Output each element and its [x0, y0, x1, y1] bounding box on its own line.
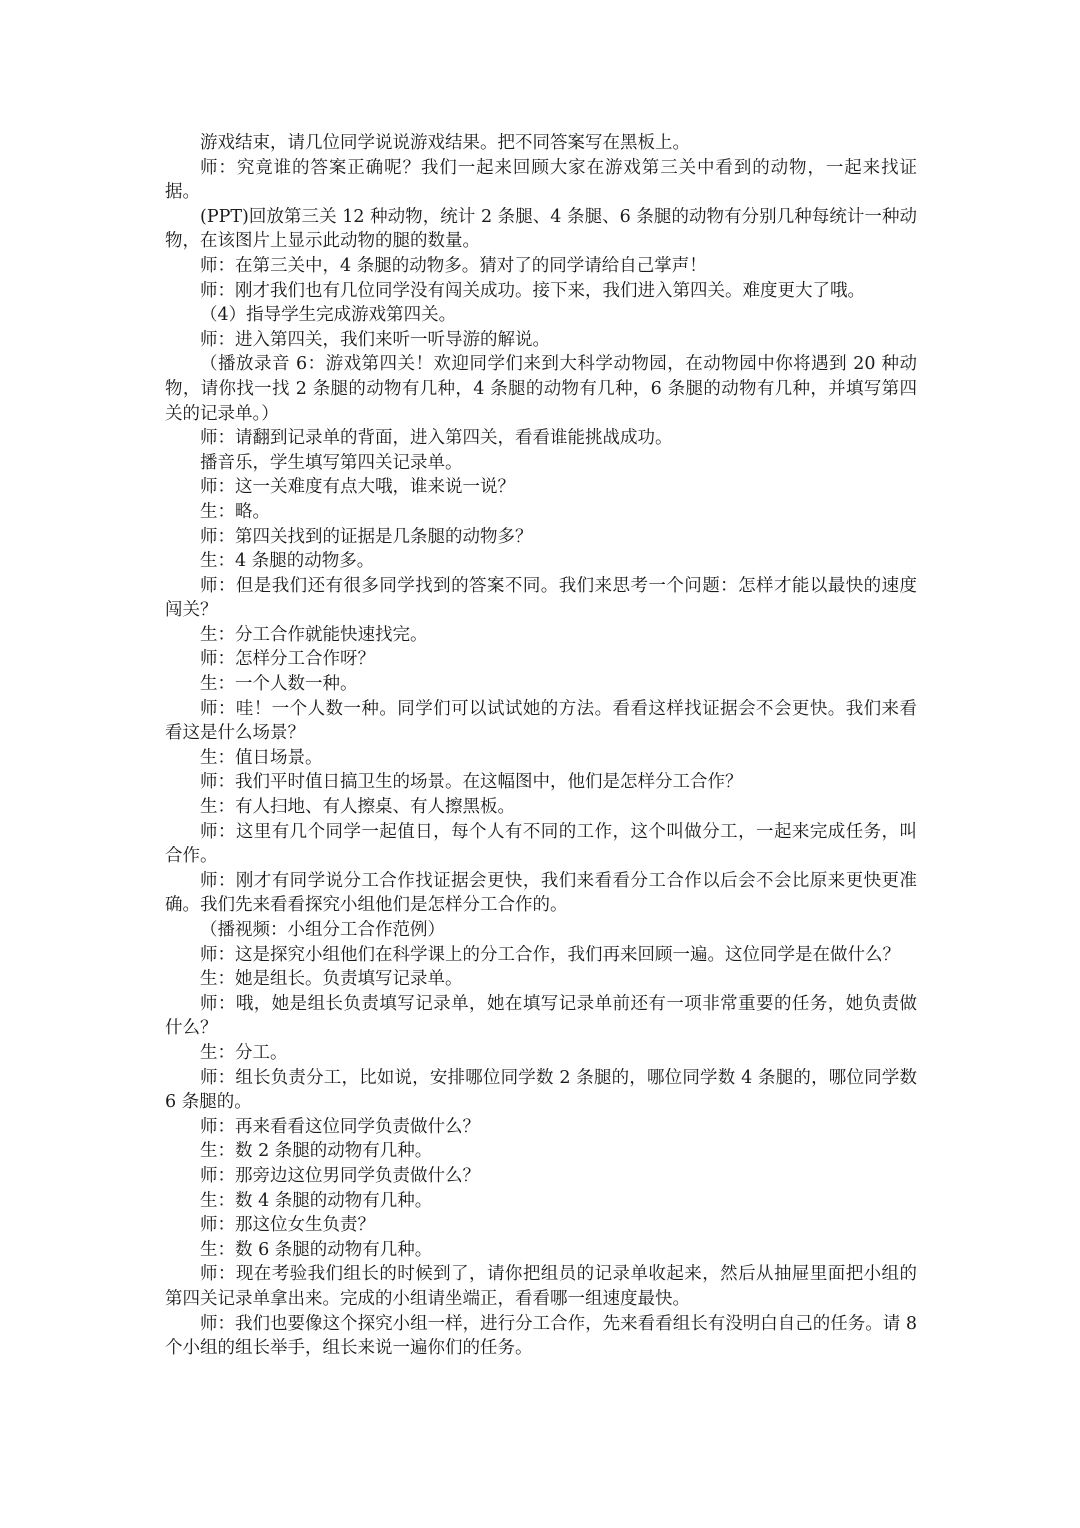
paragraph: 师：在第三关中，4 条腿的动物多。猜对了的同学请给自己掌声！	[200, 255, 707, 276]
paragraph: 生：有人扫地、有人擦桌、有人擦黑板。	[200, 797, 515, 818]
paragraph: 师：现在考验我们组长的时候到了，请你把组员的记录单收起来，然后从抽屉里面把小组的第四关记录单拿出来。完成的小组请坐端正，看看哪一组速度最快。	[165, 1264, 917, 1309]
paragraph: 师：哦，她是组长负责填写记录单，她在填写记录单前还有一项非常重要的任务，她负责做什么？	[165, 993, 917, 1039]
paragraph: 生：一个人数一种。	[200, 674, 358, 695]
paragraph: 师：刚才我们也有几位同学没有闯关成功。接下来，我们进入第四关。难度更大了哦。	[200, 280, 865, 301]
paragraph: 师：我们也要像这个探究小组一样，进行分工合作，先来看看组长有没明白自己的任务。请 8 个小组的组长举手，组长来说一遍你们的任务。	[165, 1313, 917, 1359]
paragraph: 生：略。	[200, 501, 270, 522]
paragraph: （4）指导学生完成游戏第四关。	[200, 305, 457, 326]
paragraph: 师：进入第四关，我们来听一听导游的解说。	[200, 329, 550, 350]
paragraph: 生：分工合作就能快速找完。	[200, 624, 428, 645]
paragraph: 播音乐，学生填写第四关记录单。	[200, 452, 463, 473]
paragraph: 师：刚才有同学说分工合作找证据会更快，我们来看看分工合作以后会不会比原来更快更准确。我们先来看看探究小组他们是怎样分工合作的。	[165, 870, 917, 916]
paragraph: 师：第四关找到的证据是几条腿的动物多？	[200, 526, 533, 547]
paragraph: 师：哇！一个人数一种。同学们可以试试她的方法。看看这样找证据会不会更快。我们来看看这是什么场景？	[165, 698, 917, 744]
paragraph: 生：她是组长。负责填写记录单。	[200, 969, 463, 990]
paragraph: 师：再来看看这位同学负责做什么？	[200, 1116, 480, 1137]
paragraph: 游戏结束，请几位同学说说游戏结果。把不同答案写在黑板上。	[200, 133, 690, 153]
paragraph: （播放录音 6：游戏第四关！欢迎同学们来到大科学动物园，在动物园中你将遇到 20 种动物，请你找一找 2 条腿的动物有几种，4 条腿的动物有几种，6 条腿的动物有几种，并填写第四关的记录单。）	[165, 354, 917, 424]
paragraph: 生：数 4 条腿的动物有几种。	[200, 1190, 433, 1211]
paragraph: 师：组长负责分工，比如说，安排哪位同学数 2 条腿的，哪位同学数 4 条腿的，哪位同学数 6 条腿的。	[165, 1067, 917, 1113]
paragraph: (PPT)回放第三关 12 种动物，统计 2 条腿、4 条腿、6 条腿的动物有分别几种每统计一种动物，在该图片上显示此动物的腿的数量。	[165, 206, 917, 252]
paragraph: 师：这一关难度有点大哦，谁来说一说？	[200, 477, 515, 498]
paragraph: 师：这里有几个同学一起值日，每个人有不同的工作，这个叫做分工，一起来完成任务，叫合作。	[165, 821, 917, 867]
paragraph: 师：请翻到记录单的背面，进入第四关，看看谁能挑战成功。	[200, 428, 673, 449]
paragraph: 生：数 2 条腿的动物有几种。	[200, 1141, 433, 1162]
paragraph: 师：怎样分工合作呀？	[200, 649, 375, 670]
paragraph: 师：究竟谁的答案正确呢？我们一起来回顾大家在游戏第三关中看到的动物，一起来找证据。	[165, 157, 917, 203]
paragraph: 师：那旁边这位男同学负责做什么？	[200, 1165, 480, 1186]
paragraph: （播视频：小组分工合作范例）	[200, 920, 445, 940]
paragraph: 生：值日场景。	[200, 747, 323, 768]
paragraph: 生：4 条腿的动物多。	[200, 551, 375, 572]
paragraph: 师：那这位女生负责？	[200, 1215, 375, 1236]
document-body	[165, 131, 917, 1361]
paragraph: 师：但是我们还有很多同学找到的答案不同。我们来思考一个问题：怎样才能以最快的速度闯关？	[165, 575, 917, 621]
paragraph: 生：数 6 条腿的动物有几种。	[200, 1239, 433, 1260]
paragraph: 师：这是探究小组他们在科学课上的分工合作，我们再来回顾一遍。这位同学是在做什么？	[200, 944, 900, 965]
paragraph: 生：分工。	[200, 1042, 288, 1063]
paragraph: 师：我们平时值日搞卫生的场景。在这幅图中，他们是怎样分工合作？	[200, 772, 743, 793]
